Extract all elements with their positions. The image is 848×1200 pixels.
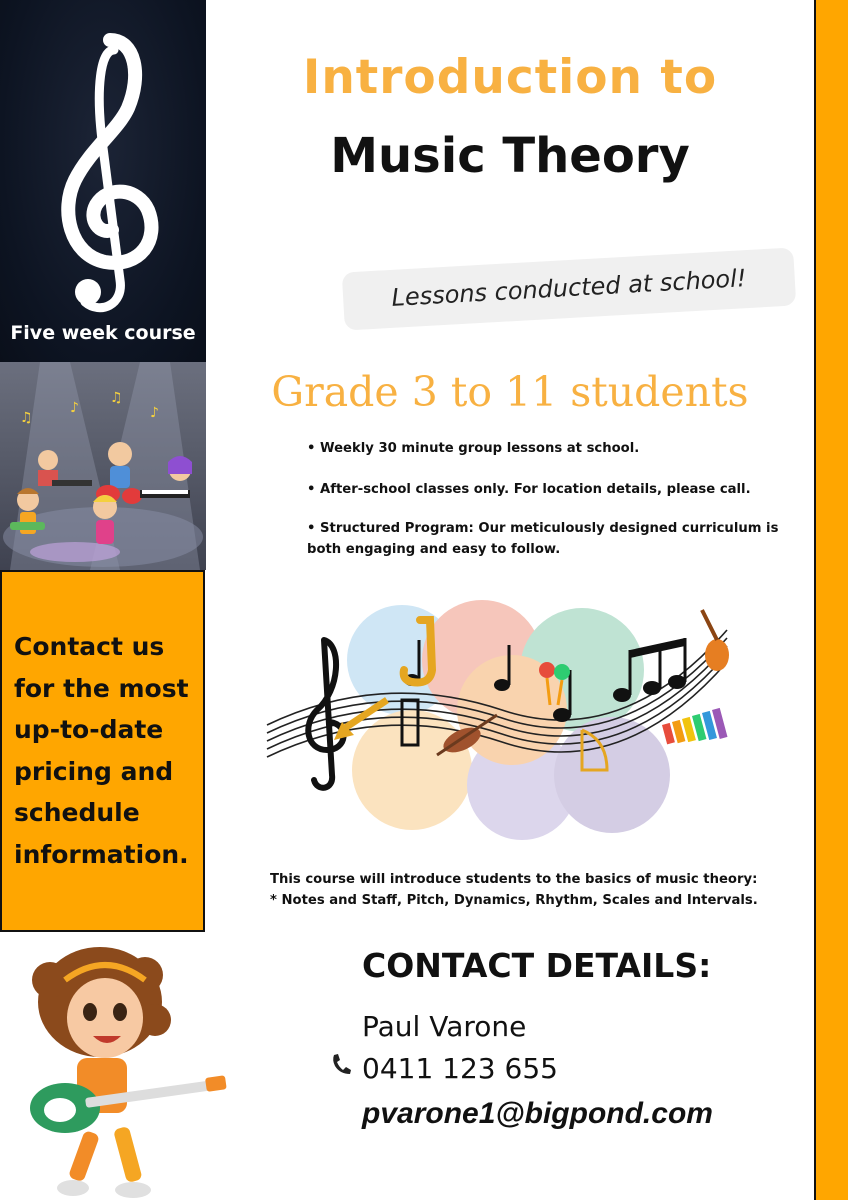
contact-us-text [14,626,199,875]
contact-line: information. [14,839,189,869]
svg-text:♫: ♫ [110,390,123,406]
contact-heading: CONTACT DETAILS: [362,946,712,985]
contact-name: Paul Varone [362,1010,527,1043]
contact-phone: 0411 123 655 [362,1052,558,1085]
course-description: This course will introduce students to the basics of music theory: [270,872,758,887]
bullet-text: Structured Program: Our meticulously designed curriculum is both engaging and easy to follow. [307,521,779,557]
contact-us-panel [0,570,205,932]
lessons-badge [342,247,797,330]
lessons-badge-text: Lessons conducted at school! [390,264,748,312]
svg-text:♪: ♪ [70,400,79,416]
orange-side-stripe [814,0,848,1200]
title-line-2: Music Theory [330,128,690,184]
title-line-1: Introduction to [302,50,718,105]
grade-heading: Grade 3 to 11 students [271,368,749,416]
course-length-label: Five week course [10,322,196,344]
contact-line: Contact us [14,632,165,661]
bullet-item: • Structured Program: Our meticulously designed curriculum is both engaging and easy to follow. [307,521,779,557]
svg-text:♪: ♪ [150,405,159,421]
treble-clef-icon [30,30,180,320]
bullet-item: • After-school classes only. For location details, please call. [307,482,751,497]
bullet-text: After-school classes only. For location details, please call. [320,482,751,497]
guitar-girl-illustration [5,940,235,1200]
music-instruments-illustration [262,600,732,852]
bullet-text: Weekly 30 minute group lessons at school. [320,441,640,456]
contact-line: up-to-date [14,715,164,744]
bullet-item: • Weekly 30 minute group lessons at school. [307,441,640,456]
svg-text:♫: ♫ [20,410,33,426]
treble-clef-panel [0,0,206,362]
course-topics: * Notes and Staff, Pitch, Dynamics, Rhythm, Scales and Intervals. [270,893,758,908]
contact-line: pricing and [14,756,174,786]
contact-email[interactable]: pvarone1@bigpond.com [362,1097,713,1130]
contact-line: schedule [14,798,140,827]
phone-icon [330,1052,352,1076]
contact-line: for the most [14,673,189,703]
band-stage-illustration [0,362,206,570]
